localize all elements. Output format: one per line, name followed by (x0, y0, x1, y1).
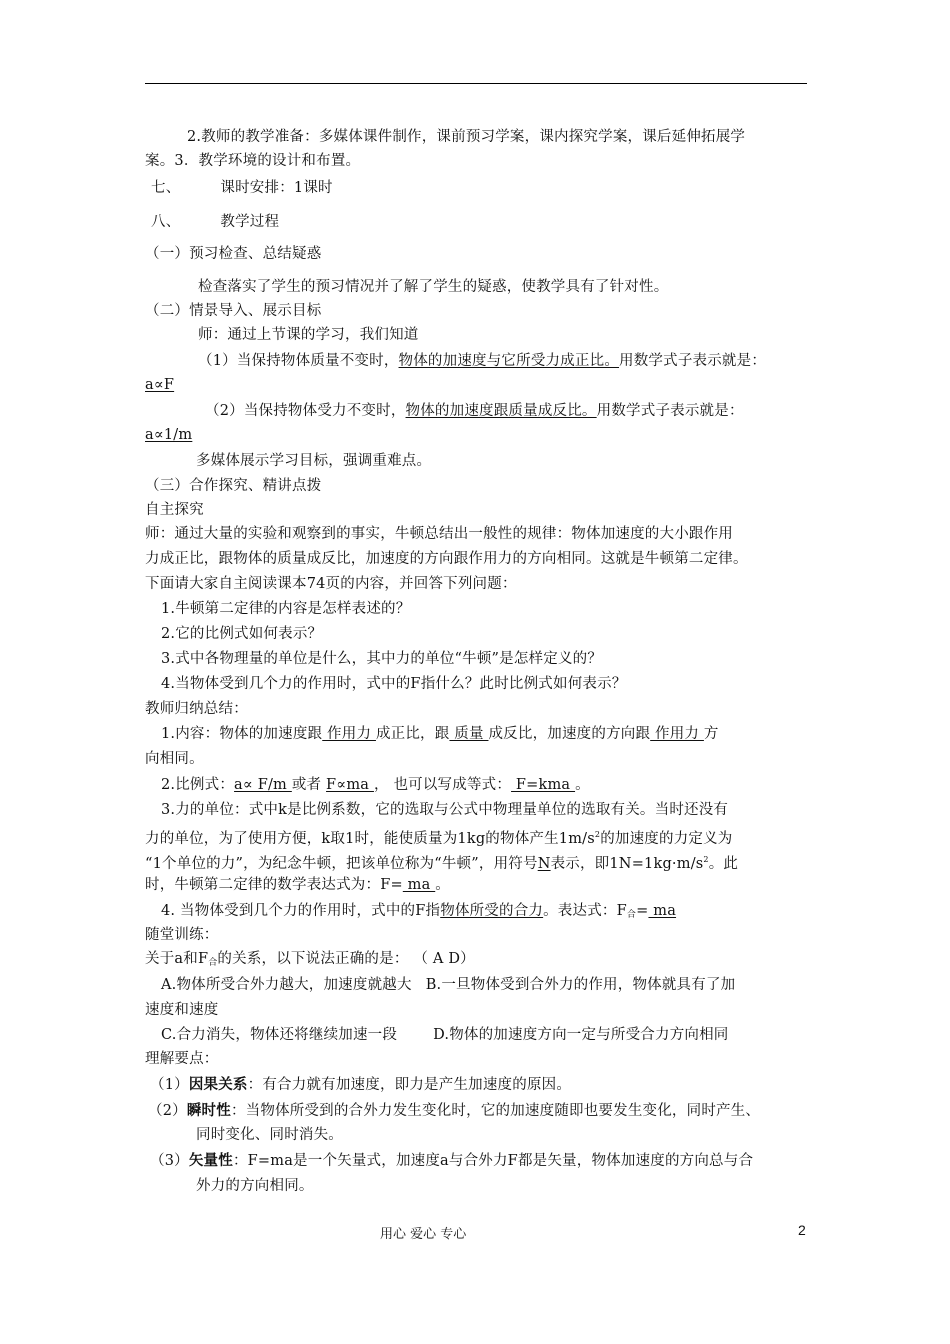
summary-3-line-4: 时，牛顿第二定律的数学表达式为：F= ma 。 (145, 877, 450, 893)
summary-title: 教师归纳总结： (145, 701, 248, 717)
summary-1-cont: 向相同。 (145, 751, 204, 767)
newton-text-2: 力成正比，跟物体的质量成反比，加速度的方向跟作用力的方向相同。这就是牛顿第二定律。 (145, 551, 748, 567)
part-3-title: （三）合作探究、精讲点拨 (145, 478, 322, 494)
question-3: 3.式中各物理量的单位是什么，其中力的单位“牛顿”是怎样定义的？ (161, 651, 603, 667)
part-1-body: 检查落实了学生的预习情况并了解了学生的疑惑，使教学具有了针对性。 (198, 279, 669, 295)
summary-3-line-2: 力的单位，为了使用方便，k取1时，能使质量为1kg的物体产生$1m/s^2$的加速度的力定义为 (145, 830, 733, 847)
part-2-title: （二）情景导入、展示目标 (145, 303, 322, 319)
drill-title: 随堂训练： (145, 927, 219, 943)
prep-line-1: 2.教师的教学准备：多媒体课件制作，课前预习学案，课内探究学案，课后延伸拓展学 (187, 129, 746, 145)
option-c-d: C.合力消失，物体还将继续加速一段 D.物体的加速度方向一定与所受合力方向相同 (161, 1027, 729, 1043)
points-title: 理解要点： (145, 1051, 219, 1067)
point-3: （3）矢量性：F=ma是一个矢量式，加速度a与合外力F都是矢量，物体加速度的方向总与合 (150, 1152, 754, 1169)
item-2: （2）当保持物体受力不变时，物体的加速度跟质量成反比。用数学式子表示就是： (205, 403, 744, 419)
media-goals: 多媒体展示学习目标，强调重难点。 (196, 453, 432, 469)
newton-text-3: 下面请大家自主阅读课本74页的内容，并回答下列问题： (145, 576, 517, 592)
question-4: 4.当物体受到几个力的作用时，式中的F指什么？此时比例式如何表示？ (161, 676, 627, 692)
summary-3-line-3: “1个单位的力”，为纪念牛顿，把该单位称为“牛顿”，用符号N表示，即$1N=1kg\cdot m/s^2$。此 (145, 855, 739, 872)
option-a-b: A.物体所受合外力越大，加速度就越大 B.一旦物体受到合外力的作用，物体就具有了加 (161, 977, 736, 993)
prep-line-2: 案。3．教学环境的设计和布置。 (145, 153, 361, 169)
point-1: （1）因果关系：有合力就有加速度，即力是产生加速度的原因。 (150, 1076, 572, 1093)
point-3-cont: 外力的方向相同。 (196, 1178, 314, 1194)
drill-question: 关于a和$F_合$的关系，以下说法正确的是： （ A D） (145, 951, 475, 968)
item-1-formula: a∝F (145, 377, 175, 393)
summary-4: 4. 当物体受到几个力的作用时，式中的F指物体所受的合力。表达式：$F_合=$ ma (161, 903, 677, 920)
page-footer: 用心 爱心 专心 (380, 1227, 467, 1242)
part-1-title: （一）预习检查、总结疑惑 (145, 246, 322, 262)
question-2: 2.它的比例式如何表示？ (161, 626, 323, 642)
newton-text-1: 师：通过大量的实验和观察到的事实，牛顿总结出一般性的规律：物体加速度的大小跟作用 (145, 526, 733, 542)
page-number: 2 (798, 1222, 806, 1238)
section-8: 八、 教学过程 (151, 214, 280, 230)
header-rule (145, 83, 807, 84)
point-2: （2）瞬时性：当物体所受到的合外力发生变化时，它的加速度随即也要发生变化，同时产生、 (148, 1102, 761, 1119)
point-2-cont: 同时变化、同时消失。 (196, 1127, 343, 1143)
summary-3-line-1: 3.力的单位：式中k是比例系数，它的选取与公式中物理量单位的选取有关。当时还没有 (161, 802, 729, 818)
teacher-intro: 师：通过上节课的学习，我们知道 (198, 327, 419, 343)
item-1: （1）当保持物体质量不变时，物体的加速度与它所受力成正比。用数学式子表示就是： (198, 353, 767, 369)
option-b-cont: 速度和速度 (145, 1002, 219, 1018)
item-2-formula: a∝1/m (145, 427, 193, 443)
section-7: 七、 课时安排：1课时 (151, 180, 333, 196)
question-1: 1.牛顿第二定律的内容是怎样表述的？ (161, 601, 411, 617)
self-explore-title: 自主探究 (145, 502, 204, 518)
summary-2: 2.比例式：a∝ F/m 或者 F∝ma ， 也可以写成等式： F=kma 。 (161, 777, 590, 793)
summary-1: 1.内容：物体的加速度跟 作用力 成正比，跟 质量 成反比，加速度的方向跟 作用力 方 (161, 726, 719, 742)
